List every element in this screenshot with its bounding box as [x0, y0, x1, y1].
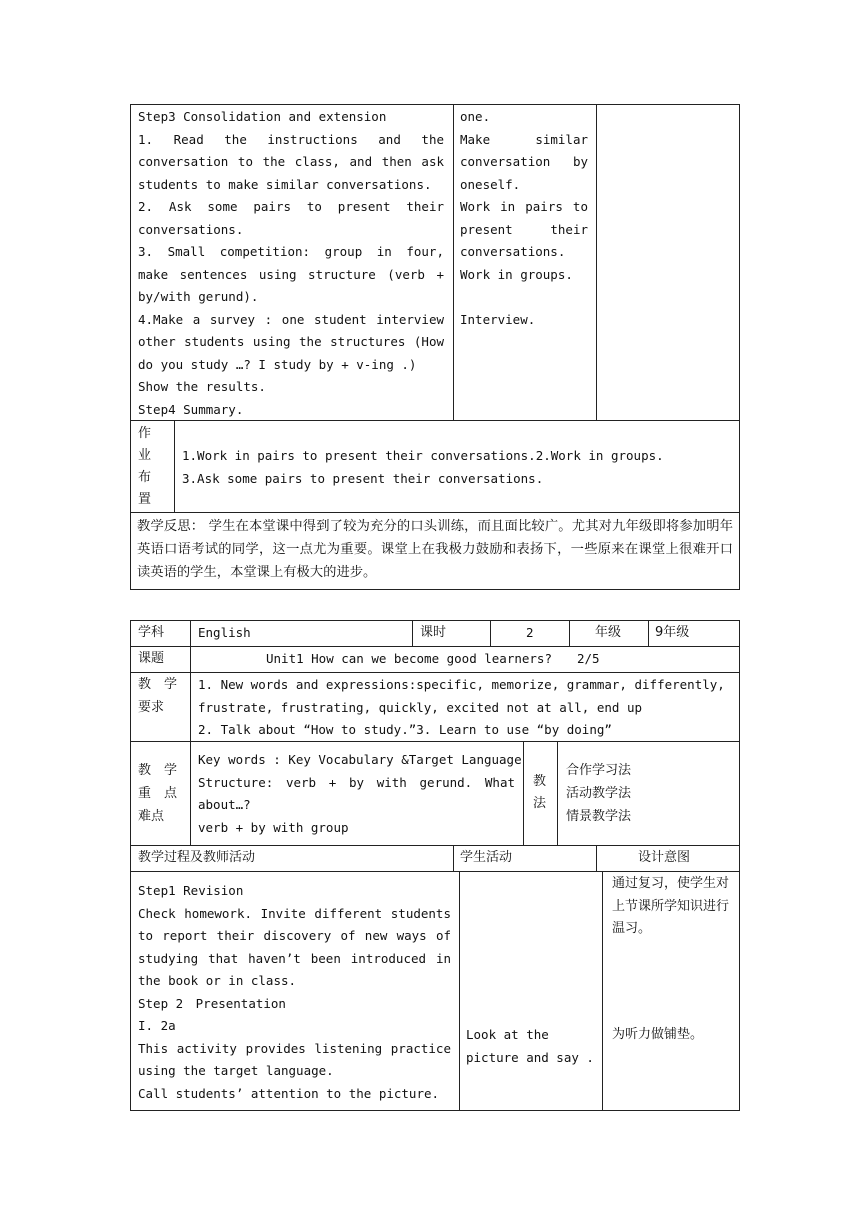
method-2: 活动教学法 [566, 786, 632, 801]
homework-line-1: 1.Work in pairs to present their conversations.2.Work in groups. [182, 448, 664, 463]
key-structure: Structure: verb + by with gerund. What about…? [198, 774, 515, 812]
key-verb: verb + by with group [198, 819, 349, 835]
step1-detail: Check homework. Invite different students to report their discovery of new ways of studying that haven’t been introduced in the book or in class. [138, 905, 451, 988]
homework-label-3: 布 [138, 470, 152, 485]
period-label: 课时 [420, 625, 447, 640]
requirement-line-2: frustrate, frustrating, quickly, excited not at all, end up [198, 699, 643, 715]
key-words: Key words : Key Vocabulary &Target Language [198, 752, 522, 767]
requirement-label-2: 要求 [138, 699, 165, 715]
step2-description: This activity provides listening practice using the target language. [138, 1040, 451, 1078]
key-label-3: 难点 [138, 809, 165, 824]
subject-value: English [198, 625, 251, 640]
step3-item-2: 2. Ask some pairs to present their conversations. [138, 199, 444, 237]
step2-item-2a: I. 2a [138, 1018, 176, 1033]
method-1: 合作学习法 [566, 763, 632, 778]
method-3: 情景教学法 [566, 809, 632, 824]
homework-line-2: 3.Ask some pairs to present their conversations. [182, 470, 544, 486]
step3-item-3: 3. Small competition: group in four, make sentences using structure (verb + by/with gerund). [138, 244, 444, 304]
requirement-label-1: 教 学 [138, 677, 178, 692]
subject-label: 学科 [138, 625, 165, 640]
homework-label-2: 业 [138, 448, 152, 463]
student-activity-interview: Interview. [460, 311, 536, 327]
student-activity-make: Make similar conversation by oneself. [460, 131, 588, 192]
topic-value: Unit1 How can we become good learners? 2/5 [266, 651, 600, 666]
homework-label-4: 置 [138, 492, 152, 507]
process-header: 教学过程及教师活动 [138, 850, 256, 865]
period-value: 2 [526, 625, 534, 640]
step2-presentation: Step 2 Presentation [138, 995, 286, 1011]
teaching-reflection: 教学反思： 学生在本堂课中得到了较为充分的口头训练，而且面比较广。尤其对九年级即将参加明年英语口语考试的同学，这一点尤为重要。课堂上在我极力鼓励和表扬下，一些原来在课堂上很难开口读英语的学生，本堂课上有极大的进步。 [137, 519, 733, 580]
step3-item-1: 1. Read the instructions and the conversation to the class, and then ask students to make similar conversations. [138, 131, 444, 192]
design-intent-listening: 为听力做铺垫。 [612, 1027, 704, 1042]
step1-revision: Step1 Revision [138, 883, 244, 898]
student-activity-header: 学生活动 [460, 850, 513, 865]
homework-label-1: 作 [138, 426, 152, 441]
method-label-2: 法 [533, 796, 547, 811]
design-intent-review: 通过复习，使学生对上节课所学知识进行温习。 [612, 876, 730, 936]
requirement-line-3: 2. Talk about “How to study.”3. Learn to use “by doing” [198, 722, 612, 737]
method-label-1: 教 [533, 774, 547, 789]
topic-label: 课题 [138, 651, 165, 666]
student-activity-pairs: Work in pairs to present their conversations. [460, 199, 588, 259]
show-results: Show the results. [138, 379, 266, 394]
student-activity-groups: Work in groups. [460, 266, 573, 282]
step3-heading: Step3 Consolidation and extension [138, 109, 387, 124]
student-activity-look: Look at the picture and say . [466, 1027, 594, 1065]
student-activity-one: one. [460, 109, 491, 124]
requirement-line-1: 1. New words and expressions:specific, memorize, grammar, differently, [198, 677, 725, 692]
grade-value: 9年级 [655, 625, 690, 640]
key-label-2: 重 点 [138, 786, 178, 801]
step2-call-attention: Call students’ attention to the picture. [138, 1085, 440, 1101]
key-label-1: 教 学 [138, 763, 178, 778]
step3-item-4: 4.Make a survey : one student interview other students using the structures (How do you study …? I study by + v-ing .) [138, 311, 444, 372]
grade-label: 年级 [595, 625, 622, 640]
step4-summary: Step4 Summary. [138, 401, 244, 417]
design-intent-header: 设计意图 [638, 850, 691, 865]
